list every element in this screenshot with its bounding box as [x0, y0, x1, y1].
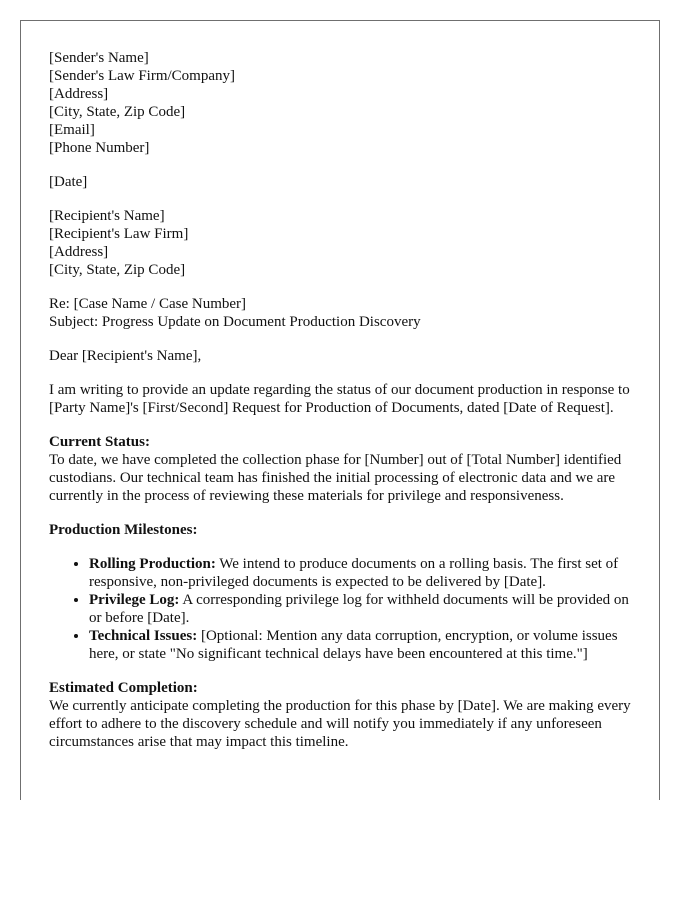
list-item: [89, 591, 634, 627]
sender-email: [Email]: [49, 122, 95, 138]
sender-phone: [Phone Number]: [49, 140, 150, 156]
list-item: [89, 627, 634, 663]
letter-date: [Date]: [49, 174, 88, 190]
recipient-city: [City, State, Zip Code]: [49, 262, 186, 278]
sender-firm: [Sender's Law Firm/Company]: [49, 68, 236, 84]
milestone-label: Technical Issues:: [89, 628, 198, 644]
sender-block: [49, 49, 634, 157]
re-subject-block: [49, 295, 634, 331]
milestone-text: [Optional: Mention any data corruption, encryption, or volume issues here, or state "No significant technical delays have been encountered at this time."]: [89, 628, 618, 662]
recipient-block: [49, 207, 634, 279]
estimated-completion-heading: Estimated Completion:: [49, 680, 198, 696]
sender-name: [Sender's Name]: [49, 50, 149, 66]
recipient-address: [Address]: [49, 244, 109, 260]
current-status-text: To date, we have completed the collection phase for [Number] out of [Total Number] identified custodians. Our technical team has finished the initial processing of electronic data and we are currently in the process of reviewing these materials for privilege and responsiveness.: [49, 452, 622, 504]
milestone-text: A corresponding privilege log for withheld documents will be provided on or before [Date].: [89, 592, 629, 626]
current-status-heading: Current Status:: [49, 434, 150, 450]
estimated-completion-text: We currently anticipate completing the production for this phase by [Date]. We are making every effort to adhere to the discovery schedule and will notify you immediately if any unforeseen circumstances arise that may impact this timeline.: [49, 698, 631, 750]
milestones-list: [49, 555, 634, 663]
recipient-name: [Recipient's Name]: [49, 208, 165, 224]
re-line: Re: [Case Name / Case Number]: [49, 296, 247, 312]
milestone-label: Privilege Log:: [89, 592, 180, 608]
milestones-heading: Production Milestones:: [49, 522, 198, 538]
estimated-completion-section: [49, 679, 634, 751]
sender-city: [City, State, Zip Code]: [49, 104, 186, 120]
list-item: [89, 555, 634, 591]
sender-address: [Address]: [49, 86, 109, 102]
intro-paragraph: I am writing to provide an update regarding the status of our document production in response to [Party Name]'s [First/Second] Request for Production of Documents, dated [Date of Request].: [49, 382, 630, 416]
letter-content: [49, 49, 634, 767]
letter-page: [20, 20, 660, 800]
recipient-firm: [Recipient's Law Firm]: [49, 226, 189, 242]
date-block: [49, 173, 634, 191]
milestone-label: Rolling Production:: [89, 556, 216, 572]
milestones-section: [49, 521, 634, 663]
milestone-text: We intend to produce documents on a rolling basis. The first set of responsive, non-privileged documents is expected to be delivered by [Date].: [89, 556, 619, 590]
subject-line: Subject: Progress Update on Document Production Discovery: [49, 314, 421, 330]
current-status-section: [49, 433, 634, 505]
salutation: Dear [Recipient's Name],: [49, 348, 202, 364]
